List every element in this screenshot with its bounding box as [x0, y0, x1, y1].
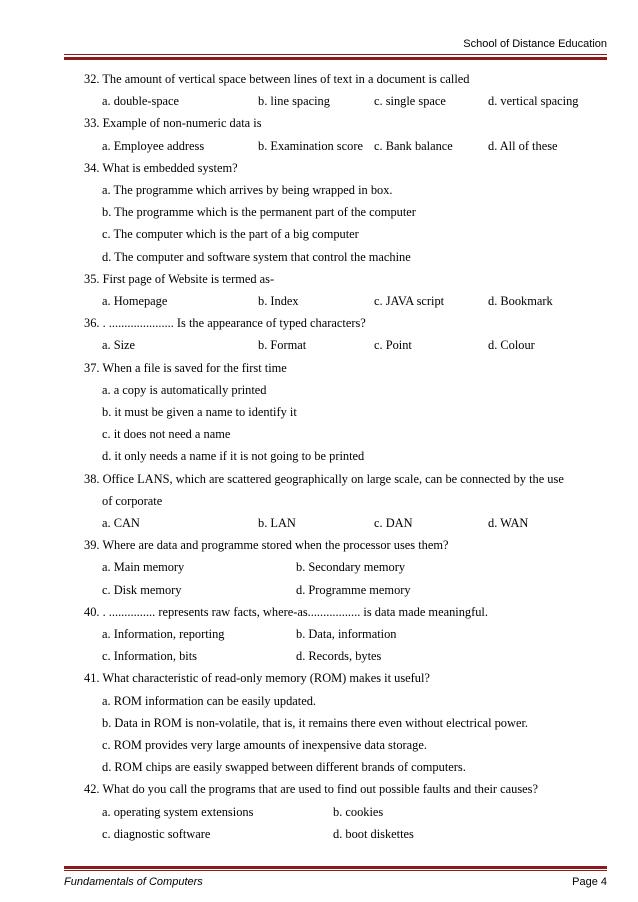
- option: b. Format: [258, 338, 307, 353]
- option: b. Index: [258, 294, 299, 308]
- question-text: 40. . ............... represents raw facts, where-as................. is data made meaningful.: [84, 604, 488, 619]
- question-text-continued: of corporate: [102, 493, 163, 508]
- question-text: 38. Office LANS, which are scattered geographically on large scale, can be connected by the use: [84, 471, 564, 486]
- footer-rule-thick: [64, 866, 607, 869]
- option: b. LAN: [258, 516, 296, 530]
- options-row: [84, 645, 606, 667]
- question-text: 35. First page of Website is termed as-: [84, 271, 275, 286]
- option: a. Main memory: [102, 560, 185, 575]
- options-row: [84, 823, 606, 845]
- question-text: 34. What is embedded system?: [84, 160, 238, 175]
- option: b. line spacing: [258, 94, 330, 109]
- question-block: [84, 157, 606, 268]
- option: c. Disk memory: [102, 582, 182, 597]
- question-list: [84, 68, 606, 845]
- option: d. ROM chips are easily swapped between different brands of computers.: [102, 760, 466, 775]
- option: d. Programme memory: [296, 582, 411, 597]
- header-org: School of Distance Education: [463, 38, 607, 50]
- options-row: [84, 290, 606, 312]
- option: c. The computer which is the part of a big computer: [102, 227, 359, 242]
- option: d. vertical spacing: [488, 94, 579, 109]
- question-text: 36. . ..................... Is the appearance of typed characters?: [84, 316, 366, 331]
- option: c. Point: [374, 338, 412, 353]
- option: a. Information, reporting: [102, 626, 225, 641]
- options-row: [84, 801, 606, 823]
- options-row: [84, 334, 606, 356]
- option: a. a copy is automatically printed: [102, 382, 267, 397]
- option: a. ROM information can be easily updated.: [102, 693, 317, 708]
- option: a. Employee address: [102, 138, 205, 153]
- question-block: [84, 357, 606, 468]
- option: b. The programme which is the permanent part of the computer: [102, 205, 416, 220]
- option: d. it only needs a name if it is not going to be printed: [102, 449, 365, 464]
- option: a. double-space: [102, 94, 180, 109]
- question-block: [84, 312, 606, 356]
- option: b. Secondary memory: [296, 560, 406, 575]
- options-row: [84, 556, 606, 578]
- option: c. JAVA script: [374, 294, 445, 308]
- option: a. The programme which arrives by being wrapped in box.: [102, 182, 393, 197]
- option: c. Information, bits: [102, 649, 197, 664]
- option: d. The computer and software system that control the machine: [102, 249, 411, 264]
- question-text: 41. What characteristic of read-only memory (ROM) makes it useful?: [84, 671, 430, 686]
- option: c. it does not need a name: [102, 427, 231, 442]
- question-block: [84, 112, 606, 156]
- question-block: [84, 778, 606, 845]
- option: c. Bank balance: [374, 138, 453, 153]
- option: d. boot diskettes: [333, 826, 414, 841]
- footer-rule: [64, 870, 607, 871]
- option: b. cookies: [333, 804, 384, 819]
- option: b. Examination score: [258, 138, 363, 153]
- option: c. diagnostic software: [102, 826, 211, 841]
- option: c. single space: [374, 94, 446, 109]
- question-block: [84, 68, 606, 112]
- option: d. Bookmark: [488, 294, 553, 308]
- option: d. Records, bytes: [296, 649, 382, 664]
- question-text: 33. Example of non-numeric data is: [84, 116, 262, 131]
- question-block: [84, 601, 606, 668]
- options-row: [84, 512, 606, 534]
- page-number: Page 4: [572, 876, 607, 888]
- option: c. ROM provides very large amounts of inexpensive data storage.: [102, 737, 427, 752]
- option: d. Colour: [488, 338, 535, 353]
- question-text: 42. What do you call the programs that are used to find out possible faults and their causes?: [84, 782, 538, 797]
- option: b. it must be given a name to identify it: [102, 404, 297, 419]
- footer-title: Fundamentals of Computers: [64, 876, 203, 888]
- question-text: 32. The amount of vertical space between lines of text in a document is called: [84, 72, 470, 86]
- header-rule: [64, 54, 607, 55]
- options-row: [84, 579, 606, 601]
- option: a. operating system extensions: [102, 804, 254, 819]
- option: d. WAN: [488, 516, 529, 530]
- option: b. Data in ROM is non-volatile, that is, it remains there even without electrical power.: [102, 715, 528, 730]
- question-block: [84, 268, 606, 312]
- options-row: [84, 135, 606, 157]
- option: b. Data, information: [296, 626, 397, 641]
- option: c. DAN: [374, 516, 413, 530]
- options-row: [84, 623, 606, 645]
- question-text: 39. Where are data and programme stored when the processor uses them?: [84, 538, 449, 553]
- header-rule-thick: [64, 57, 607, 60]
- question-text: 37. When a file is saved for the first time: [84, 360, 287, 375]
- option: d. All of these: [488, 138, 558, 153]
- options-row: [84, 90, 606, 112]
- option: a. Homepage: [102, 294, 168, 308]
- question-block: [84, 667, 606, 778]
- question-block: [84, 468, 606, 535]
- option: a. Size: [102, 338, 136, 353]
- option: a. CAN: [102, 516, 140, 530]
- question-block: [84, 534, 606, 601]
